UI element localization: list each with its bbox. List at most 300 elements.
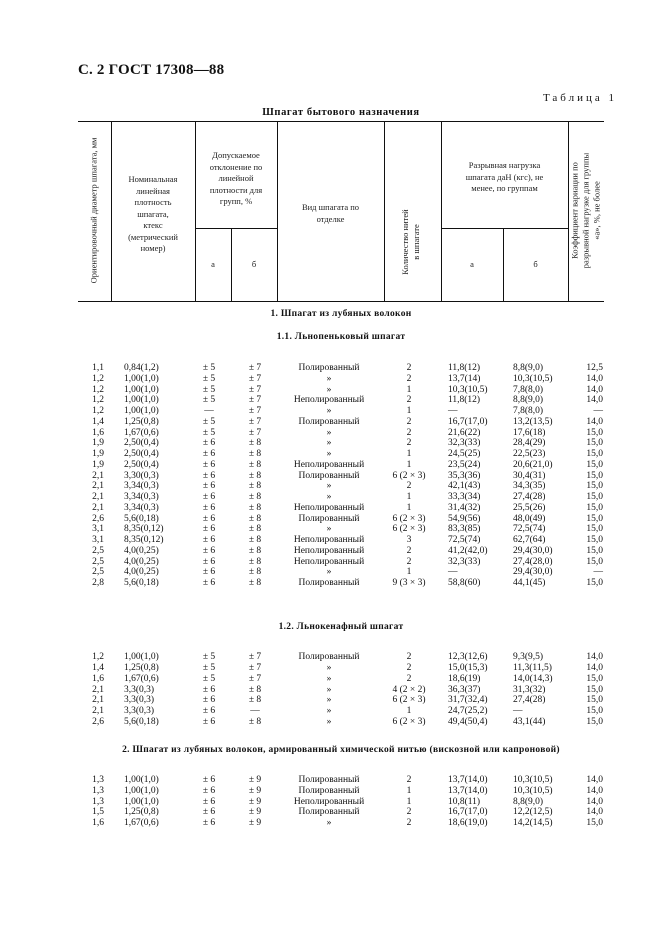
density-cell: 3,3(0,3) (124, 695, 155, 706)
coefficient-cell: 15,0 (586, 695, 603, 706)
threads-cell: 1 (406, 502, 412, 513)
table-row (0, 567, 661, 578)
deviation-a-cell: ± 5 (202, 384, 216, 395)
load-b-cell: 25,5(26) (513, 502, 546, 513)
deviation-b-cell: ± 8 (248, 459, 262, 470)
coefficient-cell: 15,0 (586, 706, 603, 717)
density-cell: 3,34(0,3) (124, 492, 159, 502)
table-row (0, 695, 661, 706)
load-a-cell: 24,7(25,2) (448, 706, 488, 717)
deviation-a-cell: ± 6 (202, 706, 216, 717)
coefficient-cell: 15,0 (586, 492, 603, 502)
deviation-a-cell: ± 6 (202, 513, 216, 524)
coefficient-cell: 15,0 (586, 684, 603, 695)
density-cell: 8,35(0,12) (124, 535, 164, 545)
load-b-cell: 27,4(28) (513, 695, 546, 706)
load-b-cell: 17,6(18) (513, 427, 546, 438)
header-deviation-group-a: а (211, 259, 215, 269)
load-b-cell: 10,3(10,5) (513, 785, 553, 796)
deviation-b-cell: ± 8 (248, 513, 262, 524)
table-number: Таблица 1 (542, 92, 617, 104)
finish-cell: » (326, 695, 332, 706)
coefficient-cell: 14,0 (586, 384, 603, 395)
threads-cell: 1 (406, 406, 412, 416)
deviation-a-cell: ± 6 (202, 545, 216, 556)
coefficient-cell: 14,0 (586, 775, 603, 785)
coefficient-cell: 15,0 (586, 717, 603, 728)
diameter-cell: 2,5 (92, 545, 104, 556)
threads-cell: 6 (2 × 3) (392, 717, 426, 728)
load-a-cell: 31,4(32) (448, 502, 481, 513)
finish-cell: Полированный (298, 416, 360, 427)
coefficient-cell: 15,0 (586, 513, 603, 524)
load-a-cell: 13,7(14) (448, 373, 481, 384)
load-b-cell: 29,4(30,0) (513, 545, 553, 556)
load-b-cell: 8,8(9,0) (513, 796, 544, 807)
load-b-cell: 9,3(9,5) (513, 652, 544, 662)
threads-cell: 6 (2 × 3) (392, 513, 426, 524)
diameter-cell: 1,3 (92, 785, 104, 796)
density-cell: 3,3(0,3) (124, 706, 155, 717)
finish-cell: Полированный (298, 513, 360, 524)
diameter-cell: 3,1 (92, 524, 104, 535)
diameter-cell: 2,6 (92, 513, 104, 524)
threads-cell: 6 (2 × 3) (392, 524, 426, 535)
diameter-cell: 2,5 (92, 556, 104, 567)
coefficient-cell: 15,0 (586, 535, 603, 545)
deviation-b-cell: ± 9 (248, 785, 262, 796)
density-cell: 3,34(0,3) (124, 481, 159, 492)
finish-cell: Неполированный (293, 502, 365, 513)
header-deviation: Допускаемое отклонение по линейной плотности для групп, % (209, 150, 263, 206)
coefficient-cell: 15,0 (586, 673, 603, 684)
density-cell: 0,84(1,2) (124, 363, 159, 373)
diameter-cell: 1,6 (92, 673, 104, 684)
threads-cell: 2 (406, 673, 412, 684)
header-load-group-a: а (470, 259, 474, 269)
coefficient-cell: 15,0 (586, 556, 603, 567)
threads-cell: 6 (2 × 3) (392, 695, 426, 706)
section-title: 1. Шпагат из лубяных волокон (270, 309, 412, 319)
load-a-cell: 32,3(33) (448, 438, 481, 449)
density-cell: 1,67(0,6) (124, 427, 159, 438)
deviation-b-cell: ± 8 (248, 556, 262, 567)
density-cell: 3,30(0,3) (124, 470, 159, 481)
finish-cell: » (326, 492, 332, 502)
table-row (0, 775, 661, 786)
density-cell: 1,00(1,0) (124, 775, 159, 785)
deviation-a-cell: ± 6 (202, 578, 216, 588)
table-row (0, 663, 661, 674)
diameter-cell: 1,4 (92, 662, 104, 673)
finish-cell: » (326, 406, 332, 416)
finish-cell: » (326, 438, 332, 449)
table-row (0, 363, 661, 374)
load-a-cell: 13,7(14,0) (448, 775, 488, 785)
load-a-cell: 72,5(74) (448, 535, 481, 545)
threads-cell: 2 (406, 775, 412, 785)
diameter-cell: 2,1 (92, 492, 104, 502)
threads-cell: 1 (406, 459, 412, 470)
density-cell: 8,35(0,12) (124, 524, 164, 535)
deviation-b-cell: — (250, 706, 260, 717)
load-a-cell: 31,7(32,4) (448, 695, 488, 706)
load-a-cell: 18,6(19) (448, 673, 481, 684)
density-cell: 5,6(0,18) (124, 578, 159, 588)
deviation-b-cell: ± 7 (248, 406, 262, 416)
density-cell: 3,34(0,3) (124, 502, 159, 513)
threads-cell: 2 (406, 427, 412, 438)
load-a-cell: 11,8(12) (448, 395, 481, 406)
load-a-cell: — (448, 406, 458, 416)
diameter-cell: 1,6 (92, 427, 104, 438)
density-cell: 2,50(0,4) (124, 449, 159, 459)
page-header: С. 2 ГОСТ 17308—88 (78, 62, 225, 78)
diameter-cell: 1,3 (92, 796, 104, 807)
load-b-cell: 11,3(11,5) (513, 662, 552, 673)
diameter-cell: 1,6 (92, 818, 104, 828)
deviation-a-cell: ± 5 (202, 662, 216, 673)
load-a-cell: 54,9(56) (448, 513, 481, 524)
finish-cell: » (326, 481, 332, 492)
load-b-cell: 10,3(10,5) (513, 775, 553, 785)
deviation-a-cell: ± 6 (202, 502, 216, 513)
threads-cell: 9 (3 × 3) (392, 578, 426, 588)
diameter-cell: 1,2 (92, 406, 104, 416)
finish-cell: Полированный (298, 785, 360, 796)
finish-cell: Полированный (298, 363, 360, 373)
table-row (0, 652, 661, 663)
finish-cell: » (326, 373, 332, 384)
deviation-split-rule (195, 228, 277, 229)
threads-cell: 3 (406, 535, 412, 545)
diameter-cell: 1,3 (92, 775, 104, 785)
density-cell: 4,0(0,25) (124, 556, 159, 567)
load-b-cell: 7,8(8,0) (513, 384, 544, 395)
load-b-cell: 14,0(14,3) (513, 673, 553, 684)
diameter-cell: 2,1 (92, 470, 104, 481)
density-cell: 1,67(0,6) (124, 818, 159, 828)
finish-cell: Полированный (298, 470, 360, 481)
density-cell: 2,50(0,4) (124, 438, 159, 449)
load-split-rule (441, 228, 568, 229)
load-a-cell: 35,3(36) (448, 470, 481, 481)
load-a-cell: 21,6(22) (448, 427, 481, 438)
load-a-cell: 12,3(12,6) (448, 652, 488, 662)
finish-cell: Полированный (298, 578, 360, 588)
table-row (0, 503, 661, 514)
diameter-cell: 1,5 (92, 807, 104, 818)
density-cell: 4,0(0,25) (124, 545, 159, 556)
table-row (0, 706, 661, 717)
load-a-cell: 24,5(25) (448, 449, 481, 459)
deviation-a-cell: ± 5 (202, 363, 216, 373)
coefficient-cell: 15,0 (586, 449, 603, 459)
deviation-b-cell: ± 8 (248, 481, 262, 492)
load-b-cell: 22,5(23) (513, 449, 546, 459)
threads-cell: 2 (406, 545, 412, 556)
coefficient-cell: 15,0 (586, 459, 603, 470)
diameter-cell: 2,1 (92, 684, 104, 695)
deviation-a-cell: ± 5 (202, 427, 216, 438)
deviation-a-cell: ± 6 (202, 684, 216, 695)
coefficient-cell: 15,0 (586, 818, 603, 828)
deviation-b-cell: ± 9 (248, 818, 262, 828)
density-cell: 1,00(1,0) (124, 373, 159, 384)
load-a-cell: 11,8(12) (448, 363, 481, 373)
load-a-cell: 10,3(10,5) (448, 384, 488, 395)
load-b-cell: 13,2(13,5) (513, 416, 553, 427)
threads-cell: 1 (406, 449, 412, 459)
finish-cell: » (326, 717, 332, 728)
table-row (0, 374, 661, 385)
header-load-group-b: б (533, 259, 538, 269)
load-b-cell: 29,4(30,0) (513, 567, 553, 578)
diameter-cell: 1,2 (92, 384, 104, 395)
coefficient-cell: 12,5 (586, 363, 603, 373)
table-row (0, 449, 661, 460)
finish-cell: Полированный (298, 775, 360, 785)
table-row (0, 524, 661, 535)
load-b-cell: 34,3(35) (513, 481, 546, 492)
diameter-cell: 2,6 (92, 717, 104, 728)
coefficient-cell: 15,0 (586, 438, 603, 449)
density-cell: 2,50(0,4) (124, 459, 159, 470)
diameter-cell: 1,1 (92, 363, 104, 373)
load-a-cell: 36,3(37) (448, 684, 481, 695)
finish-cell: » (326, 706, 332, 717)
diameter-cell: 2,1 (92, 695, 104, 706)
deviation-a-cell: ± 6 (202, 717, 216, 728)
finish-cell: » (326, 684, 332, 695)
density-cell: 5,6(0,18) (124, 513, 159, 524)
deviation-a-cell: ± 5 (202, 673, 216, 684)
deviation-a-cell: — (204, 406, 214, 416)
load-b-cell: 48,0(49) (513, 513, 546, 524)
load-a-cell: 49,4(50,4) (448, 717, 488, 728)
table-caption: Шпагат бытового назначения (262, 107, 420, 118)
coefficient-cell: 14,0 (586, 373, 603, 384)
table-row (0, 546, 661, 557)
deviation-b-cell: ± 7 (248, 416, 262, 427)
load-b-cell: 12,2(12,5) (513, 807, 553, 818)
diameter-cell: 2,1 (92, 481, 104, 492)
table-row (0, 417, 661, 428)
deviation-a-cell: ± 6 (202, 481, 216, 492)
finish-cell: » (326, 567, 332, 578)
diameter-cell: 1,9 (92, 449, 104, 459)
header-finish: Вид шпагата по отделке (301, 202, 360, 224)
deviation-a-cell: ± 5 (202, 373, 216, 384)
load-a-cell: 10,8(11) (448, 796, 481, 807)
coefficient-cell: 14,0 (586, 662, 603, 673)
density-cell: 1,00(1,0) (124, 406, 159, 416)
coefficient-cell: 14,0 (586, 785, 603, 796)
load-a-cell: 16,7(17,0) (448, 807, 488, 818)
subsection-title: 1.2. Льнокенафный шпагат (278, 622, 404, 632)
load-b-cell: 7,8(8,0) (513, 406, 544, 416)
load-b-cell: 20,6(21,0) (513, 459, 553, 470)
load-a-cell: — (448, 567, 458, 578)
finish-cell: » (326, 384, 332, 395)
diameter-cell: 2,1 (92, 706, 104, 717)
deviation-b-cell: ± 8 (248, 717, 262, 728)
load-a-cell: 15,0(15,3) (448, 662, 488, 673)
table-row (0, 492, 661, 503)
coefficient-cell: 14,0 (586, 416, 603, 427)
threads-cell: 1 (406, 706, 412, 717)
diameter-cell: 1,2 (92, 652, 104, 662)
threads-cell: 1 (406, 492, 412, 502)
coefficient-cell: 15,0 (586, 545, 603, 556)
density-cell: 5,6(0,18) (124, 717, 159, 728)
table-row (0, 471, 661, 482)
diameter-cell: 1,9 (92, 459, 104, 470)
diameter-cell: 1,4 (92, 416, 104, 427)
deviation-b-cell: ± 8 (248, 578, 262, 588)
diameter-cell: 3,1 (92, 535, 104, 545)
coefficient-cell: 15,0 (586, 578, 603, 588)
table-row (0, 395, 661, 406)
table-row (0, 818, 661, 829)
threads-cell: 2 (406, 395, 412, 406)
table-row (0, 685, 661, 696)
deviation-a-cell: ± 6 (202, 796, 216, 807)
finish-cell: Полированный (298, 652, 360, 662)
threads-cell: 1 (406, 785, 412, 796)
load-b-cell: 72,5(74) (513, 524, 546, 535)
table-row (0, 557, 661, 568)
threads-cell: 2 (406, 438, 412, 449)
threads-cell: 2 (406, 662, 412, 673)
table-row (0, 428, 661, 439)
header-threads: Количество нитей в шпагате (400, 209, 421, 275)
finish-cell: Неполированный (293, 395, 365, 406)
deviation-a-cell: ± 6 (202, 785, 216, 796)
load-b-cell: 62,7(64) (513, 535, 546, 545)
density-cell: 4,0(0,25) (124, 567, 159, 578)
coefficient-cell: — (593, 406, 603, 416)
load-b-cell: 43,1(44) (513, 717, 546, 728)
deviation-b-cell: ± 8 (248, 535, 262, 545)
deviation-b-cell: ± 9 (248, 807, 262, 818)
threads-cell: 2 (406, 652, 412, 662)
deviation-a-cell: ± 6 (202, 459, 216, 470)
threads-cell: 6 (2 × 3) (392, 470, 426, 481)
load-b-cell: 27,4(28) (513, 492, 546, 502)
deviation-a-cell: ± 6 (202, 818, 216, 828)
table-row (0, 385, 661, 396)
deviation-a-cell: ± 6 (202, 449, 216, 459)
load-a-cell: 58,8(60) (448, 578, 481, 588)
header-deviation-group-b: б (251, 259, 257, 269)
density-cell: 1,67(0,6) (124, 673, 159, 684)
deviation-b-cell: ± 7 (248, 384, 262, 395)
deviation-a-cell: ± 6 (202, 775, 216, 785)
diameter-cell: 2,8 (92, 578, 104, 588)
table-row (0, 797, 661, 808)
coefficient-cell: 15,0 (586, 427, 603, 438)
deviation-b-cell: ± 8 (248, 438, 262, 449)
density-cell: 1,25(0,8) (124, 662, 159, 673)
threads-cell: 2 (406, 556, 412, 567)
table-row (0, 514, 661, 525)
header-load: Разрывная нагрузка шпагата даН (кгс), не менее, по группам (465, 160, 544, 193)
deviation-b-cell: ± 7 (248, 427, 262, 438)
deviation-a-cell: ± 6 (202, 567, 216, 578)
finish-cell: Неполированный (293, 459, 365, 470)
header-diameter: Ориентировочный диаметр шпагата, мм (88, 137, 99, 284)
load-a-cell: 32,3(33) (448, 556, 481, 567)
deviation-b-cell: ± 8 (248, 695, 262, 706)
table-row (0, 535, 661, 546)
finish-cell: Неполированный (293, 796, 365, 807)
coefficient-cell: 14,0 (586, 652, 603, 662)
threads-cell: 2 (406, 818, 412, 828)
diameter-cell: 2,5 (92, 567, 104, 578)
col-rule-6 (441, 121, 442, 301)
diameter-cell: 1,2 (92, 395, 104, 406)
deviation-b-cell: ± 7 (248, 373, 262, 384)
density-cell: 3,3(0,3) (124, 684, 155, 695)
table-row (0, 807, 661, 818)
threads-cell: 1 (406, 384, 412, 395)
table-row (0, 674, 661, 685)
subsection-title: 1.1. Льнопеньковый шпагат (276, 332, 406, 342)
threads-cell: 1 (406, 567, 412, 578)
finish-cell: » (326, 662, 332, 673)
deviation-a-cell: ± 6 (202, 807, 216, 818)
load-b-cell: — (513, 706, 523, 717)
density-cell: 1,00(1,0) (124, 652, 159, 662)
load-b-cell: 8,8(9,0) (513, 363, 544, 373)
table-row (0, 438, 661, 449)
load-b-cell: 31,3(32) (513, 684, 546, 695)
coefficient-cell: 14,0 (586, 796, 603, 807)
deviation-a-cell: ± 6 (202, 524, 216, 535)
table-row (0, 578, 661, 589)
finish-cell: Неполированный (293, 535, 365, 545)
deviation-b-cell: ± 8 (248, 470, 262, 481)
table-row (0, 786, 661, 797)
section-title: 2. Шпагат из лубяных волокон, армированный химической нитью (вискозной или капроновой) (122, 745, 560, 755)
deviation-a-cell: ± 6 (202, 695, 216, 706)
deviation-a-cell: ± 5 (202, 395, 216, 406)
table-row (0, 406, 661, 417)
load-a-cell: 23,5(24) (448, 459, 481, 470)
header-density: Номинальная линейная плотность шпагата, ктекс (метрический номер) (128, 174, 178, 253)
threads-cell: 2 (406, 481, 412, 492)
deviation-b-cell: ± 7 (248, 395, 262, 406)
finish-cell: Полированный (298, 807, 360, 818)
load-b-cell: 27,4(28,0) (513, 556, 553, 567)
deviation-b-cell: ± 8 (248, 545, 262, 556)
density-cell: 1,00(1,0) (124, 384, 159, 395)
finish-cell: Неполированный (293, 556, 365, 567)
load-a-cell: 18,6(19,0) (448, 818, 488, 828)
deviation-a-cell: ± 5 (202, 416, 216, 427)
diameter-cell: 1,2 (92, 373, 104, 384)
table-row (0, 717, 661, 728)
deviation-a-cell: ± 6 (202, 470, 216, 481)
coefficient-cell: 15,0 (586, 524, 603, 535)
density-cell: 1,00(1,0) (124, 395, 159, 406)
load-b-cell: 8,8(9,0) (513, 395, 544, 406)
load-b-cell: 30,4(31) (513, 470, 546, 481)
diameter-cell: 1,9 (92, 438, 104, 449)
finish-cell: » (326, 449, 332, 459)
density-cell: 1,00(1,0) (124, 785, 159, 796)
